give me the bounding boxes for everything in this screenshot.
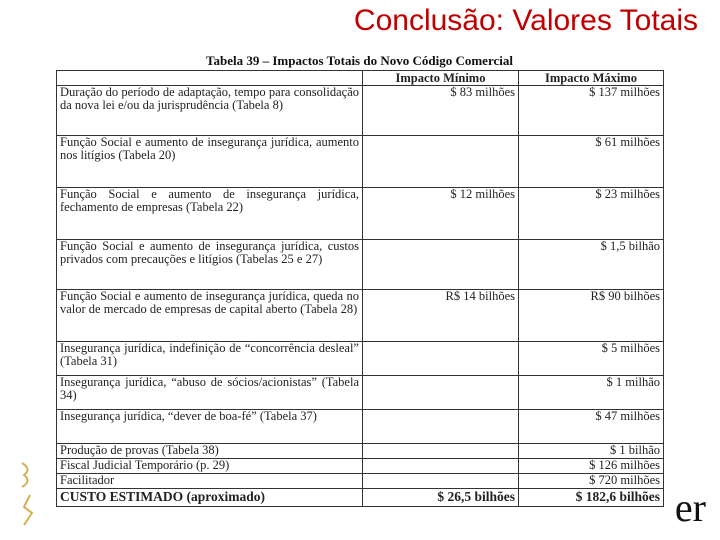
row-description: Duração do período de adaptação, tempo para consolidação da nova lei e/ou da jurisprudência (Tabela 8): [57, 86, 363, 136]
row-description: Fiscal Judicial Temporário (p. 29): [57, 459, 363, 474]
row-min-value: $ 12 milhões: [363, 188, 519, 240]
header-max-impact: Impacto Máximo: [519, 71, 664, 86]
table-row: [57, 342, 664, 376]
row-max-value: R$ 90 bilhões: [519, 290, 664, 342]
impacts-table-container: [56, 52, 663, 528]
row-min-value: [363, 459, 519, 474]
row-description: Insegurança jurídica, “dever de boa-fé” (Tabela 37): [57, 410, 363, 444]
table-row: [57, 410, 664, 444]
table-row: [57, 444, 664, 459]
row-min-value: [363, 474, 519, 489]
row-max-value: $ 5 milhões: [519, 342, 664, 376]
row-min-value: R$ 14 bilhões: [363, 290, 519, 342]
row-min-value: [363, 342, 519, 376]
row-max-value: $ 47 milhões: [519, 410, 664, 444]
row-description: Facilitador: [57, 474, 363, 489]
row-min-value: $ 83 milhões: [363, 86, 519, 136]
total-max-value: $ 182,6 bilhões: [519, 489, 664, 507]
table-title: Tabela 39 – Impactos Totais do Novo Código Comercial: [206, 53, 513, 68]
row-max-value: $ 23 milhões: [519, 188, 664, 240]
row-description: Insegurança jurídica, indefinição de “concorrência desleal” (Tabela 31): [57, 342, 363, 376]
row-max-value: $ 1 bilhão: [519, 444, 664, 459]
total-min-value: $ 26,5 bilhões: [363, 489, 519, 507]
row-description: Função Social e aumento de insegurança jurídica, custos privados com precauções e litígios (Tabelas 25 e 27): [57, 240, 363, 290]
row-max-value: $ 126 milhões: [519, 459, 664, 474]
row-max-value: $ 1 milhão: [519, 376, 664, 410]
impacts-table: [56, 70, 664, 507]
row-min-value: [363, 376, 519, 410]
row-description: Função Social e aumento de insegurança jurídica, aumento nos litígios (Tabela 20): [57, 136, 363, 188]
decorative-ornament-icon: [18, 455, 40, 530]
row-min-value: [363, 444, 519, 459]
table-row: [57, 459, 664, 474]
header-description: [57, 71, 363, 86]
table-row: [57, 240, 664, 290]
row-description: Função Social e aumento de insegurança jurídica, queda no valor de mercado de empresas de capital aberto (Tabela 28): [57, 290, 363, 342]
corner-text-fragment: er: [674, 485, 706, 530]
row-min-value: [363, 136, 519, 188]
row-max-value: $ 1,5 bilhão: [519, 240, 664, 290]
row-description: Produção de provas (Tabela 38): [57, 444, 363, 459]
row-max-value: $ 720 milhões: [519, 474, 664, 489]
total-description: CUSTO ESTIMADO (aproximado): [57, 489, 363, 507]
row-max-value: $ 137 milhões: [519, 86, 664, 136]
table-row: [57, 376, 664, 410]
table-row: [57, 86, 664, 136]
table-row: [57, 136, 664, 188]
row-min-value: [363, 410, 519, 444]
table-row: [57, 188, 664, 240]
header-min-impact: Impacto Mínimo: [363, 71, 519, 86]
row-description: Insegurança jurídica, “abuso de sócios/acionistas” (Tabela 34): [57, 376, 363, 410]
row-max-value: $ 61 milhões: [519, 136, 664, 188]
table-row: [57, 474, 664, 489]
total-row: [57, 489, 664, 507]
row-min-value: [363, 240, 519, 290]
table-header-row: [57, 71, 664, 86]
row-description: Função Social e aumento de insegurança jurídica, fechamento de empresas (Tabela 22): [57, 188, 363, 240]
table-row: [57, 290, 664, 342]
slide-title: Conclusão: Valores Totais: [353, 4, 698, 37]
